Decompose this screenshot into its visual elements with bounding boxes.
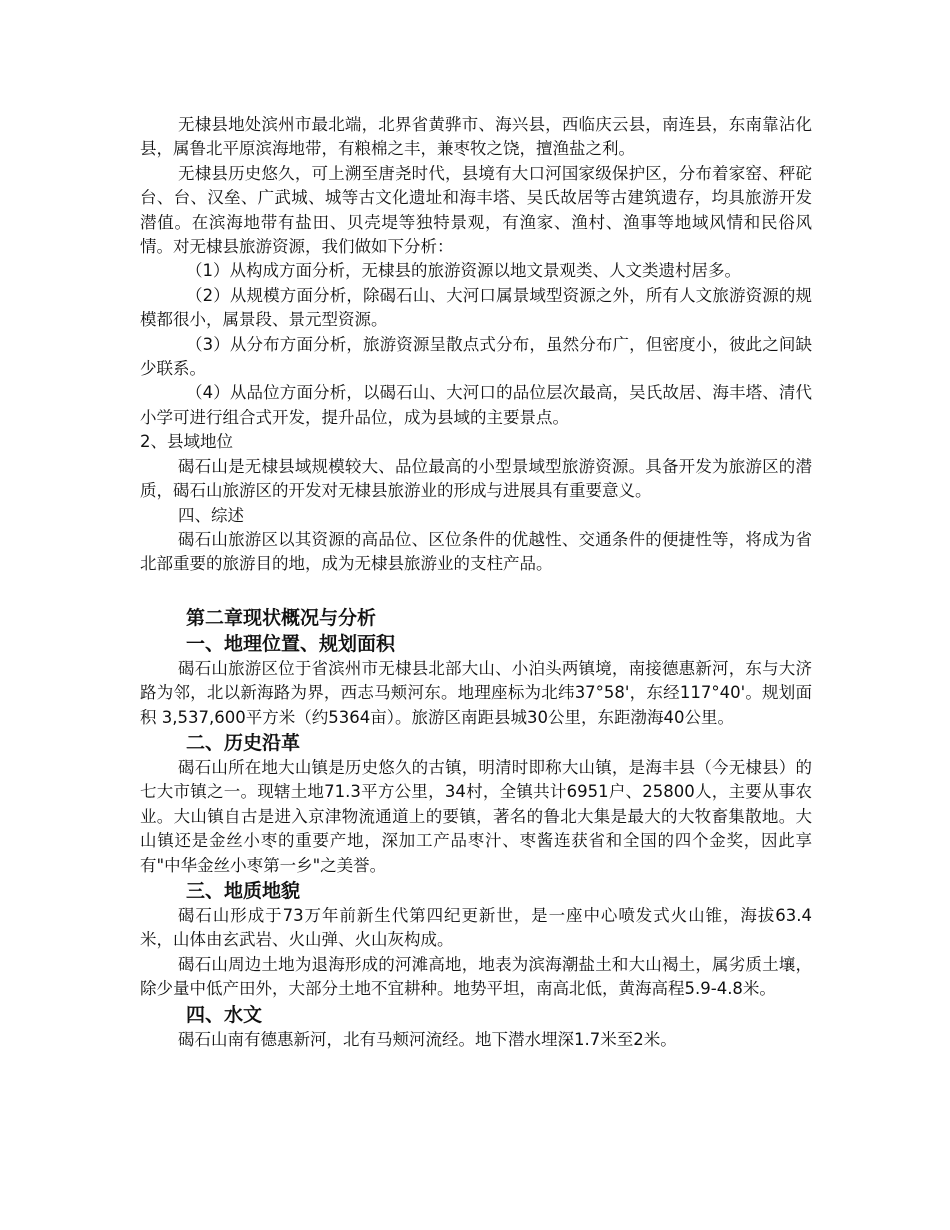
county-heading: 2、县域地位 <box>140 432 233 452</box>
section-heading-hydrology: 四、水文 <box>186 1003 263 1026</box>
intro-paragraph: 无棣县地处滨州市最北端，北界省黄骅市、海兴县，西临庆云县，南连县，东南靠沾化县，属鲁北平原滨海地带，有粮棉之丰，兼枣牧之饶，擅渔盐之利。 <box>140 115 812 159</box>
location-paragraph: 碣石山旅游区位于省滨州市无棣县北部大山、小泊头两镇境，南接德惠新河，东与大济路为邻，北以新海路为界，西志马颊河东。地理座标为北纬37°58'，东经117°40'。规划面积 3,537,600平方米（约5364亩）。旅游区南距县城30公里，东距渤海40公里。 <box>140 658 812 727</box>
geology-paragraph-1: 碣石山形成于73万年前新生代第四纪更新世，是一座中心喷发式火山锥，海拔63.4米，山体由玄武岩、火山弹、火山灰构成。 <box>140 905 812 950</box>
history-evolution-paragraph: 碣石山所在地大山镇是历史悠久的古镇，明清时即称大山镇，是海丰县（今无棣县）的七大市镇之一。现辖土地71.3平方公里，34村，全镇共计6951户、25800人，主要从事农业。大山镇自古是进入京津物流通道上的要镇，著名的鲁北大集是最大的大牧畜集散地。大山镇还是金丝小枣的重要产地，深加工产品枣汁、枣酱连获省和全国的四个金奖，因此享有"中华金丝小枣第一乡"之美誉。 <box>140 757 812 875</box>
geology-paragraph-2: 碣石山周边土地为退海形成的河滩高地，地表为滨海潮盐土和大山褐土，属劣质土壤，除少量中低产田外，大部分土地不宜耕种。地势平坦，南高北低，黄海高程5.9-4.8米。 <box>140 954 812 999</box>
county-paragraph: 碣石山是无棣县域规模较大、品位最高的小型景域型旅游资源。具备开发为旅游区的潜质，碣石山旅游区的开发对无棣县旅游业的形成与进展具有重要意义。 <box>140 456 812 501</box>
analysis-item-2: （2）从规模方面分析，除碣石山、大河口属景域型资源之外，所有人文旅游资源的规模都很小，属景段、景元型资源。 <box>140 285 812 330</box>
summary-heading: 四、综述 <box>178 505 244 525</box>
section-heading-geology: 三、地质地貌 <box>186 879 301 902</box>
analysis-item-1: （1）从构成方面分析，无棣县的旅游资源以地文景观类、人文类遗村居多。 <box>186 261 741 281</box>
document-page <box>140 113 812 1052</box>
hydrology-paragraph: 碣石山南有德惠新河，北有马颊河流经。地下潜水埋深1.7米至2米。 <box>178 1029 677 1049</box>
section-heading-location: 一、地理位置、规划面积 <box>186 632 396 655</box>
analysis-item-3: （3）从分布方面分析，旅游资源呈散点式分布，虽然分布广，但密度小，彼此之间缺少联系。 <box>140 334 812 379</box>
section-heading-history: 二、历史沿革 <box>186 731 301 754</box>
history-paragraph: 无棣县历史悠久，可上溯至唐尧时代，县境有大口河国家级保护区，分布着家窑、秤砣台、台、汉垒、广武城、城等古文化遗址和海丰塔、吴氏故居等古建筑遗存，均具旅游开发潜值。在滨海地带有盐田、贝壳堤等独特景观，有渔家、渔村、渔事等地域风情和民俗风情。对无棣县旅游资源，我们做如下分析： <box>140 163 812 257</box>
summary-paragraph: 碣石山旅游区以其资源的高品位、区位条件的优越性、交通条件的便捷性等，将成为省北部重要的旅游目的地，成为无棣县旅游业的支柱产品。 <box>140 529 812 574</box>
analysis-item-4: （4）从品位方面分析，以碣石山、大河口的品位层次最高，吴氏故居、海丰塔、清代小学可进行组合式开发，提升品位，成为县域的主要景点。 <box>140 383 812 427</box>
chapter-title: 第二章现状概况与分析 <box>186 606 377 629</box>
